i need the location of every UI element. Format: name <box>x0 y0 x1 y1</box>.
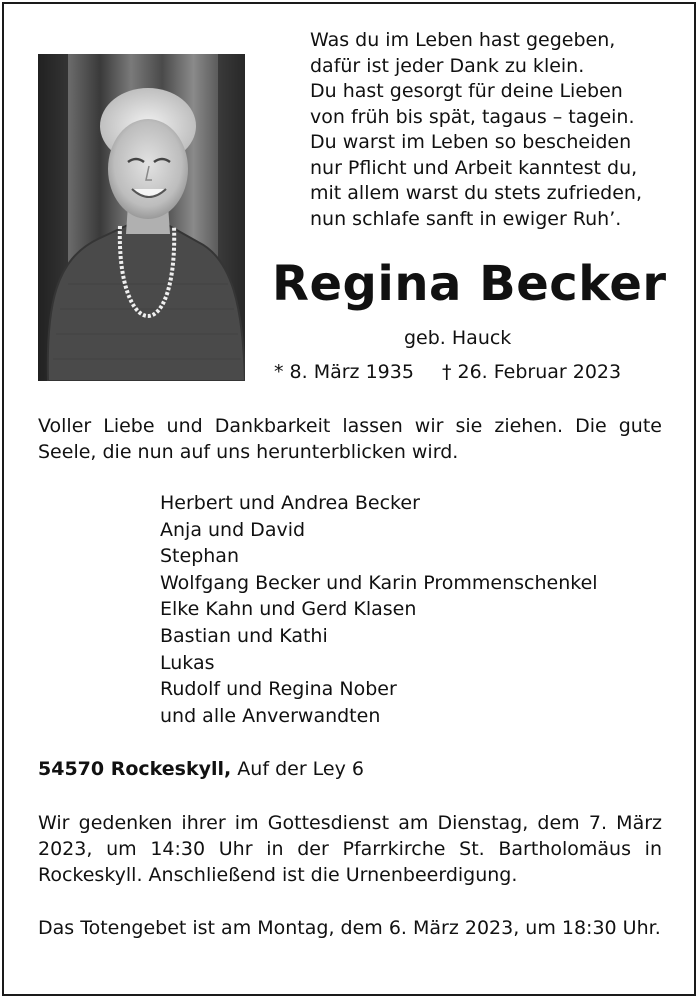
poem-line: nun schlafe sanft in ewiger Ruh’. <box>310 207 622 230</box>
family-member: und alle Anverwandten <box>160 704 381 727</box>
poem-line: Was du im Leben hast gegeben, <box>310 29 616 51</box>
poem-line: von früh bis spät, tagaus – tagein. <box>310 105 635 128</box>
death-date: † 26. Februar 2023 <box>441 361 622 383</box>
portrait-image <box>38 54 245 381</box>
family-member: Wolfgang Becker und Karin Prommenschenkel <box>160 571 598 594</box>
family-member: Stephan <box>160 545 239 568</box>
poem-line: dafür ist jeder Dank zu klein. <box>310 54 585 77</box>
birth-date: * 8. März 1935 <box>274 361 414 383</box>
address <box>38 758 364 780</box>
maiden-name: geb. Hauck <box>404 327 512 349</box>
poem-line: mit allem warst du stets zufrieden, <box>310 182 642 204</box>
family-member: Bastian und Kathi <box>160 624 328 647</box>
service-text: Wir gedenken ihrer im Gottesdienst am Dienstag, dem 7. März 2023, um 14:30 Uhr in der Pfarrkirche St. Bartholomäus in Rockeskyll. Anschließend ist die Urnenbeerdigung. <box>38 812 662 886</box>
prayer-text: Das Totengebet ist am Montag, dem 6. März 2023, um 18:30 Uhr. <box>38 917 661 939</box>
address-city: 54570 Rockeskyll, <box>38 758 232 780</box>
family-member: Anja und David <box>160 518 306 541</box>
poem-line: Du warst im Leben so bescheiden <box>310 131 632 153</box>
poem <box>310 28 680 232</box>
family-member: Herbert und Andrea Becker <box>160 492 420 514</box>
portrait-photo <box>38 54 245 381</box>
family-member: Elke Kahn und Gerd Klasen <box>160 598 417 621</box>
deceased-name: Regina Becker <box>272 256 667 312</box>
poem-line: Du hast gesorgt für deine Lieben <box>310 80 623 102</box>
family-member: Rudolf und Regina Nober <box>160 678 397 701</box>
life-dates <box>274 361 621 383</box>
address-street: Auf der Ley 6 <box>237 758 364 780</box>
intro-text: Voller Liebe und Dankbarkeit lassen wir sie ziehen. Die gute Seele, die nun auf uns herunterblicken wird. <box>38 415 662 463</box>
family-list <box>160 490 598 729</box>
family-member: Lukas <box>160 651 215 674</box>
poem-line: nur Pflicht und Arbeit kanntest du, <box>310 156 638 179</box>
